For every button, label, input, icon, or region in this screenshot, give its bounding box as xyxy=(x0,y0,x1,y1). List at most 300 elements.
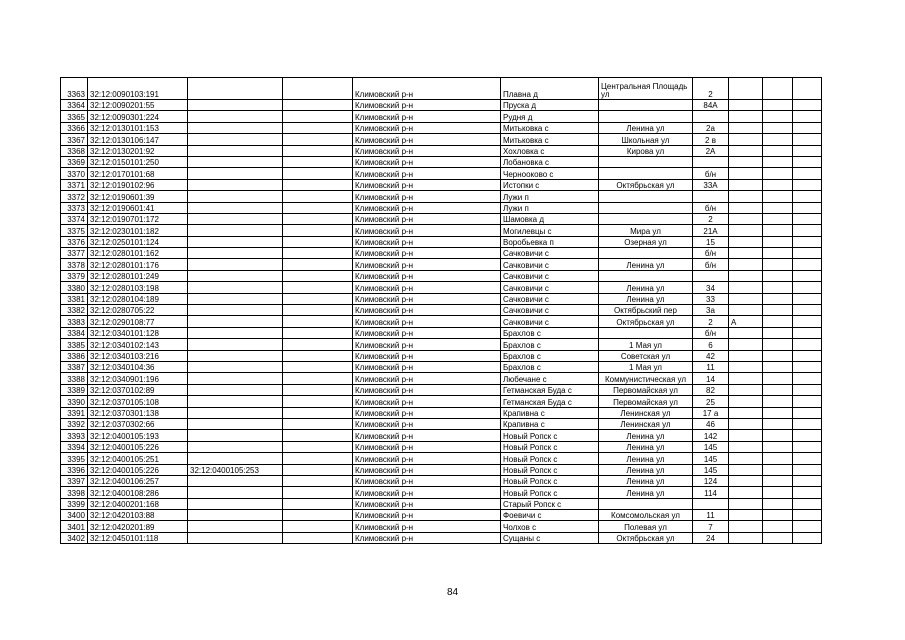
table-cell xyxy=(283,100,353,111)
table-cell xyxy=(793,134,822,145)
table-cell: Климовский р-н xyxy=(353,441,501,452)
table-cell: Сачковичи с xyxy=(501,259,599,270)
table-cell: Чолхов с xyxy=(501,521,599,532)
table-cell: 3398 xyxy=(61,487,88,498)
table-cell xyxy=(763,191,793,202)
table-cell: 32:12:0340103:216 xyxy=(88,350,188,361)
table-cell xyxy=(188,532,283,543)
table-cell: 32:12:0130101:153 xyxy=(88,122,188,133)
table-cell xyxy=(793,282,822,293)
table-row xyxy=(61,202,822,213)
table-cell xyxy=(188,407,283,418)
table-cell: 32:12:0280101:162 xyxy=(88,248,188,259)
table-row xyxy=(61,168,822,179)
table-cell: Климовский р-н xyxy=(353,316,501,327)
table-cell: Климовский р-н xyxy=(353,236,501,247)
table-cell: Могилевцы с xyxy=(501,225,599,236)
table-cell: Сачковичи с xyxy=(501,282,599,293)
table-cell xyxy=(793,305,822,316)
table-cell: 32:12:0280101:176 xyxy=(88,259,188,270)
table-cell: Крапивна с xyxy=(501,418,599,429)
table-row xyxy=(61,213,822,224)
table-cell: Ленина ул xyxy=(599,487,693,498)
table-cell xyxy=(729,487,763,498)
table-cell: 32:12:0420201:89 xyxy=(88,521,188,532)
table-cell: Советская ул xyxy=(599,350,693,361)
table-row xyxy=(61,259,822,270)
table-cell: 32:12:0190601:39 xyxy=(88,191,188,202)
table-cell: Климовский р-н xyxy=(353,453,501,464)
table-cell: Фоевичи с xyxy=(501,510,599,521)
table-cell xyxy=(729,236,763,247)
table-cell xyxy=(793,293,822,304)
table-row xyxy=(61,305,822,316)
table-cell: 15 xyxy=(693,236,729,247)
table-cell xyxy=(283,270,353,281)
table-cell: 34 xyxy=(693,282,729,293)
table-cell xyxy=(729,384,763,395)
table-cell xyxy=(188,487,283,498)
table-cell xyxy=(729,532,763,543)
table-cell: Лужи п xyxy=(501,202,599,213)
table-cell xyxy=(283,441,353,452)
table-cell: Климовский р-н xyxy=(353,248,501,259)
table-cell xyxy=(793,270,822,281)
table-cell: Климовский р-н xyxy=(353,225,501,236)
table-cell xyxy=(763,213,793,224)
table-cell xyxy=(283,418,353,429)
table-row xyxy=(61,441,822,452)
table-cell: Первомайская ул xyxy=(599,384,693,395)
table-cell xyxy=(793,168,822,179)
table-cell: Климовский р-н xyxy=(353,532,501,543)
table-cell: 3381 xyxy=(61,293,88,304)
table-cell xyxy=(188,339,283,350)
table-cell: Ленина ул xyxy=(599,259,693,270)
table-cell xyxy=(188,202,283,213)
table-cell xyxy=(763,236,793,247)
table-cell xyxy=(729,373,763,384)
table-cell xyxy=(693,156,729,167)
table-cell xyxy=(763,100,793,111)
table-cell xyxy=(763,111,793,122)
table-cell: 2 в xyxy=(693,134,729,145)
table-cell xyxy=(729,305,763,316)
table-cell xyxy=(729,202,763,213)
page-number: 84 xyxy=(446,587,459,598)
table-cell: 17 а xyxy=(693,407,729,418)
table-cell: 3363 xyxy=(61,78,88,100)
table-cell xyxy=(763,78,793,100)
table-cell: Климовский р-н xyxy=(353,293,501,304)
table-cell xyxy=(793,213,822,224)
table-cell: 3372 xyxy=(61,191,88,202)
table-cell: 3а xyxy=(693,305,729,316)
table-cell xyxy=(763,225,793,236)
table-cell: Климовский р-н xyxy=(353,213,501,224)
table-cell xyxy=(693,191,729,202)
table-cell xyxy=(763,350,793,361)
table-cell xyxy=(729,361,763,372)
table-cell xyxy=(763,453,793,464)
table-row xyxy=(61,156,822,167)
table-cell xyxy=(283,122,353,133)
table-cell: Новый Ропск с xyxy=(501,475,599,486)
table-row xyxy=(61,78,822,100)
table-cell xyxy=(188,521,283,532)
table-cell xyxy=(188,453,283,464)
table-cell: б/н xyxy=(693,327,729,338)
table-cell: Брахлов с xyxy=(501,350,599,361)
table-cell: Октябрьская ул xyxy=(599,179,693,190)
table-cell: 32:12:0280101:249 xyxy=(88,270,188,281)
table-cell: Брахлов с xyxy=(501,327,599,338)
table-cell: 3399 xyxy=(61,498,88,509)
table-cell xyxy=(793,100,822,111)
table-cell: Крапивна с xyxy=(501,407,599,418)
table-cell: Климовский р-н xyxy=(353,78,501,100)
table-cell xyxy=(763,384,793,395)
table-cell: 145 xyxy=(693,441,729,452)
table-cell xyxy=(188,305,283,316)
table-cell: Школьная ул xyxy=(599,134,693,145)
table-cell xyxy=(729,464,763,475)
table-cell xyxy=(188,361,283,372)
table-cell xyxy=(599,168,693,179)
table-row xyxy=(61,396,822,407)
table-cell: 3369 xyxy=(61,156,88,167)
table-cell: 32:12:0400105:193 xyxy=(88,430,188,441)
table-cell xyxy=(763,202,793,213)
table-cell xyxy=(793,373,822,384)
table-cell xyxy=(729,145,763,156)
table-cell: 124 xyxy=(693,475,729,486)
table-cell: Ленина ул xyxy=(599,475,693,486)
table-cell xyxy=(188,498,283,509)
table-cell xyxy=(763,396,793,407)
table-cell: 1 Мая ул xyxy=(599,339,693,350)
table-cell: 3396 xyxy=(61,464,88,475)
table-row xyxy=(61,407,822,418)
table-cell xyxy=(283,316,353,327)
table-cell: Климовский р-н xyxy=(353,510,501,521)
table-cell: Климовский р-н xyxy=(353,156,501,167)
table-cell: Лобановка с xyxy=(501,156,599,167)
table-cell xyxy=(793,510,822,521)
cadastral-table xyxy=(60,77,822,544)
table-cell: Климовский р-н xyxy=(353,191,501,202)
table-cell xyxy=(283,453,353,464)
table-cell xyxy=(188,270,283,281)
table-cell xyxy=(729,339,763,350)
table-cell: 42 xyxy=(693,350,729,361)
table-cell: Ленинская ул xyxy=(599,418,693,429)
table-cell: Климовский р-н xyxy=(353,418,501,429)
table-cell xyxy=(283,145,353,156)
table-cell: б/н xyxy=(693,259,729,270)
table-cell xyxy=(729,430,763,441)
table-cell: 3400 xyxy=(61,510,88,521)
table-cell xyxy=(793,316,822,327)
table-cell: Климовский р-н xyxy=(353,498,501,509)
table-cell: Климовский р-н xyxy=(353,122,501,133)
table-cell xyxy=(188,316,283,327)
table-cell xyxy=(793,430,822,441)
table-cell: Климовский р-н xyxy=(353,475,501,486)
table-cell xyxy=(729,225,763,236)
table-cell: 32:12:0130106:147 xyxy=(88,134,188,145)
table-cell: 32:12:0130201:92 xyxy=(88,145,188,156)
table-cell: 2А xyxy=(693,145,729,156)
table-cell xyxy=(729,111,763,122)
table-cell: 3394 xyxy=(61,441,88,452)
table-cell xyxy=(283,350,353,361)
table-cell xyxy=(763,532,793,543)
table-cell xyxy=(793,327,822,338)
table-cell xyxy=(693,270,729,281)
table-cell: Митьковка с xyxy=(501,122,599,133)
table-cell xyxy=(763,430,793,441)
table-cell xyxy=(729,521,763,532)
table-cell xyxy=(793,487,822,498)
table-cell xyxy=(188,430,283,441)
table-cell: 32:12:0370301:138 xyxy=(88,407,188,418)
table-cell: 3388 xyxy=(61,373,88,384)
table-cell: Климовский р-н xyxy=(353,282,501,293)
table-cell: 3390 xyxy=(61,396,88,407)
table-cell xyxy=(729,191,763,202)
table-row xyxy=(61,453,822,464)
table-cell xyxy=(599,156,693,167)
table-cell xyxy=(729,396,763,407)
table-cell: Климовский р-н xyxy=(353,361,501,372)
table-cell: Кирова ул xyxy=(599,145,693,156)
table-cell xyxy=(729,498,763,509)
table-cell xyxy=(763,510,793,521)
table-cell xyxy=(763,373,793,384)
table-cell: 32:12:0280103:198 xyxy=(88,282,188,293)
table-cell xyxy=(283,396,353,407)
table-cell xyxy=(729,327,763,338)
table-cell xyxy=(283,156,353,167)
table-cell: 32:12:0370102:89 xyxy=(88,384,188,395)
table-cell xyxy=(188,441,283,452)
table-cell: 84А xyxy=(693,100,729,111)
table-cell: Климовский р-н xyxy=(353,373,501,384)
table-cell: 32:12:0190102:96 xyxy=(88,179,188,190)
table-cell xyxy=(693,111,729,122)
table-cell xyxy=(793,191,822,202)
table-cell xyxy=(793,407,822,418)
table-cell: Ленина ул xyxy=(599,441,693,452)
table-cell: Новый Ропск с xyxy=(501,441,599,452)
table-cell xyxy=(188,418,283,429)
table-cell: Климовский р-н xyxy=(353,179,501,190)
table-cell xyxy=(763,122,793,133)
table-cell xyxy=(188,213,283,224)
table-cell xyxy=(729,407,763,418)
table-cell: 32:12:0400201:168 xyxy=(88,498,188,509)
table-cell: 3380 xyxy=(61,282,88,293)
table-cell: 32:12:0090103:191 xyxy=(88,78,188,100)
table-cell: 3391 xyxy=(61,407,88,418)
table-cell xyxy=(793,236,822,247)
table-cell xyxy=(793,418,822,429)
table-cell: 3392 xyxy=(61,418,88,429)
table-cell: 32:12:0400106:257 xyxy=(88,475,188,486)
table-cell xyxy=(729,78,763,100)
table-cell xyxy=(283,339,353,350)
table-cell: Брахлов с xyxy=(501,361,599,372)
table-cell: Воробьевка п xyxy=(501,236,599,247)
table-cell xyxy=(793,122,822,133)
table-cell xyxy=(793,384,822,395)
table-cell xyxy=(188,396,283,407)
table-cell: Старый Ропск с xyxy=(501,498,599,509)
table-cell xyxy=(599,100,693,111)
table-cell xyxy=(283,487,353,498)
table-cell: 32:12:0090301:224 xyxy=(88,111,188,122)
table-cell xyxy=(729,475,763,486)
table-cell: 3366 xyxy=(61,122,88,133)
table-row xyxy=(61,498,822,509)
table-row xyxy=(61,111,822,122)
table-cell xyxy=(763,270,793,281)
table-cell xyxy=(283,236,353,247)
table-cell: Климовский р-н xyxy=(353,521,501,532)
table-cell xyxy=(188,384,283,395)
table-cell: Сачковичи с xyxy=(501,270,599,281)
table-cell xyxy=(793,464,822,475)
table-cell xyxy=(793,521,822,532)
table-cell xyxy=(283,384,353,395)
table-row xyxy=(61,327,822,338)
table-cell: 3368 xyxy=(61,145,88,156)
table-cell: 14 xyxy=(693,373,729,384)
table-cell: 32:12:0400105:226 xyxy=(88,441,188,452)
table-cell xyxy=(793,259,822,270)
table-cell: 32:12:0420103:88 xyxy=(88,510,188,521)
table-cell: 3364 xyxy=(61,100,88,111)
table-cell: Комсомольская ул xyxy=(599,510,693,521)
table-cell: 33А xyxy=(693,179,729,190)
table-cell xyxy=(283,521,353,532)
table-cell xyxy=(793,453,822,464)
table-cell: Климовский р-н xyxy=(353,100,501,111)
table-cell: 32:12:0250101:124 xyxy=(88,236,188,247)
table-row xyxy=(61,293,822,304)
table-cell xyxy=(283,259,353,270)
table-cell xyxy=(729,156,763,167)
table-row xyxy=(61,191,822,202)
table-cell: 32:12:0290108:77 xyxy=(88,316,188,327)
table-cell xyxy=(188,350,283,361)
table-cell xyxy=(599,270,693,281)
table-cell xyxy=(188,191,283,202)
table-row xyxy=(61,418,822,429)
table-cell xyxy=(188,510,283,521)
table-row xyxy=(61,316,822,327)
table-cell xyxy=(188,111,283,122)
table-cell: 11 xyxy=(693,361,729,372)
table-cell: Октябрьский пер xyxy=(599,305,693,316)
table-cell: Октябрьская ул xyxy=(599,532,693,543)
table-cell: 3376 xyxy=(61,236,88,247)
table-cell: 25 xyxy=(693,396,729,407)
table-cell: 3367 xyxy=(61,134,88,145)
table-cell xyxy=(729,179,763,190)
table-cell: 32:12:0090201:55 xyxy=(88,100,188,111)
table-cell: 2 xyxy=(693,78,729,100)
table-cell xyxy=(729,100,763,111)
table-cell xyxy=(763,316,793,327)
table-row xyxy=(61,510,822,521)
table-cell xyxy=(283,430,353,441)
table-cell: 32:12:0400105:226 xyxy=(88,464,188,475)
table-cell: 32:12:0400105:253 xyxy=(188,464,283,475)
table-cell: Новый Ропск с xyxy=(501,453,599,464)
table-cell: 32:12:0450101:118 xyxy=(88,532,188,543)
table-cell xyxy=(283,134,353,145)
table-row xyxy=(61,145,822,156)
table-cell: 3389 xyxy=(61,384,88,395)
table-cell: Новый Ропск с xyxy=(501,487,599,498)
table-cell xyxy=(793,350,822,361)
table-cell: 32:12:0230101:182 xyxy=(88,225,188,236)
table-cell xyxy=(599,111,693,122)
table-cell xyxy=(188,282,283,293)
table-cell: Чернооково с xyxy=(501,168,599,179)
table-cell: А xyxy=(729,316,763,327)
table-row xyxy=(61,487,822,498)
table-cell xyxy=(729,293,763,304)
table-cell xyxy=(763,475,793,486)
table-cell: Ленина ул xyxy=(599,282,693,293)
table-cell: 3384 xyxy=(61,327,88,338)
table-row xyxy=(61,179,822,190)
table-cell xyxy=(763,521,793,532)
table-cell: 32:12:0150101:250 xyxy=(88,156,188,167)
table-cell xyxy=(793,248,822,259)
table-cell: Климовский р-н xyxy=(353,168,501,179)
table-cell: 33 xyxy=(693,293,729,304)
table-cell: Климовский р-н xyxy=(353,396,501,407)
table-cell: Полевая ул xyxy=(599,521,693,532)
table-cell xyxy=(188,168,283,179)
table-cell: Климовский р-н xyxy=(353,145,501,156)
table-cell xyxy=(763,282,793,293)
table-cell xyxy=(793,111,822,122)
table-cell xyxy=(763,305,793,316)
table-cell: 2 xyxy=(693,213,729,224)
table-cell: 142 xyxy=(693,430,729,441)
table-row xyxy=(61,475,822,486)
table-cell xyxy=(763,145,793,156)
table-cell: 32:12:0400108:286 xyxy=(88,487,188,498)
table-cell: Лужи п xyxy=(501,191,599,202)
table-cell xyxy=(793,361,822,372)
table-cell xyxy=(763,407,793,418)
table-cell xyxy=(188,327,283,338)
table-cell: Рудня д xyxy=(501,111,599,122)
table-cell: Климовский р-н xyxy=(353,487,501,498)
table-cell: 3365 xyxy=(61,111,88,122)
table-cell: Сачковичи с xyxy=(501,316,599,327)
table-cell: 82 xyxy=(693,384,729,395)
table-cell xyxy=(599,191,693,202)
table-row xyxy=(61,248,822,259)
table-row xyxy=(61,122,822,133)
